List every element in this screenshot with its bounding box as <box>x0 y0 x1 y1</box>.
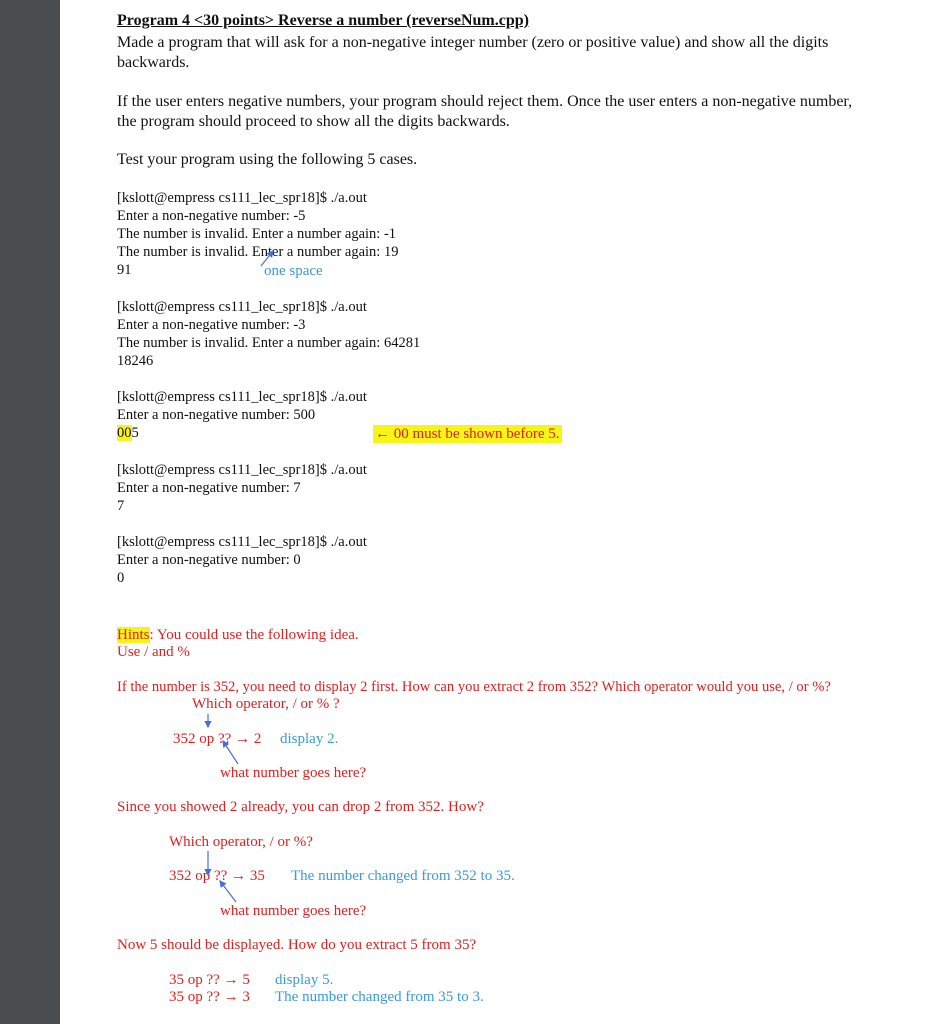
equation-1: 352 op ?? → 2 <box>173 731 262 747</box>
equation-3-note: display 5. <box>275 972 334 988</box>
now5-line: Now 5 should be displayed. How do you extract 5 from 35? <box>117 937 477 953</box>
case1-prompt: [kslott@empress cs111_lec_spr18]$ ./a.out <box>117 190 367 206</box>
case5-output: 0 <box>117 570 125 586</box>
question-1-sub: Which operator, / or % ? <box>192 696 340 712</box>
case2-line1: Enter a non-negative number: -3 <box>117 317 306 333</box>
equation-1-note: display 2. <box>280 731 339 747</box>
hints-line2: Use / and % <box>117 644 190 660</box>
case3-line1: Enter a non-negative number: 500 <box>117 407 316 423</box>
case2-line2: The number is invalid. Enter a number again: 64281 <box>117 335 421 351</box>
case3-output-rest: 5 <box>131 425 139 441</box>
highlighted-zeros: 00 <box>117 425 132 441</box>
what-number-1: what number goes here? <box>220 765 367 781</box>
case5-line1: Enter a non-negative number: 0 <box>117 552 301 568</box>
case1-output: 91 <box>117 262 132 278</box>
document-page <box>60 0 941 1024</box>
zeros-note: ← 00 must be shown before 5. <box>375 426 560 442</box>
case1-line1: Enter a non-negative number: -5 <box>117 208 306 224</box>
case4-line1: Enter a non-negative number: 7 <box>117 480 301 496</box>
test-intro: Test your program using the following 5 cases. <box>117 151 418 168</box>
case2-output: 18246 <box>117 353 154 369</box>
what-arrow-2 <box>220 881 236 902</box>
case4-prompt: [kslott@empress cs111_lec_spr18]$ ./a.out <box>117 462 367 478</box>
what-number-2: what number goes here? <box>220 903 367 919</box>
what-arrow-1 <box>223 741 238 764</box>
case3-prompt: [kslott@empress cs111_lec_spr18]$ ./a.out <box>117 389 367 405</box>
case1-line2: The number is invalid. Enter a number again: -1 <box>117 226 397 242</box>
since-line: Since you showed 2 already, you can drop 2 from 352. How? <box>117 799 484 815</box>
which-operator-2: Which operator, / or %? <box>169 834 313 850</box>
annotation-arrows <box>60 0 941 1024</box>
equation-4-note: The number changed from 35 to 3. <box>275 989 484 1005</box>
question-1: If the number is 352, you need to display 2 first. How can you extract 2 from 352? Which operator would you use, / or %? <box>117 679 831 695</box>
case4-output: 7 <box>117 498 125 514</box>
one-space-note: one space <box>264 263 323 279</box>
case5-prompt: [kslott@empress cs111_lec_spr18]$ ./a.out <box>117 534 367 550</box>
program-title: Program 4 <30 points> Reverse a number (reverseNum.cpp) <box>117 12 529 29</box>
case2-prompt: [kslott@empress cs111_lec_spr18]$ ./a.out <box>117 299 367 315</box>
intro-paragraph: Made a program that will ask for a non-negative integer number (zero or positive value) and show all the digits backwards. <box>117 34 829 71</box>
equation-4: 35 op ?? → 3 <box>169 989 250 1005</box>
equation-2: 352 op ?? → 35 <box>169 868 265 884</box>
case1-line3: The number is invalid. Enter a number again: 19 <box>117 244 399 260</box>
one-space-arrow <box>261 251 273 266</box>
reject-paragraph: If the user enters negative numbers, your program should reject them. Once the user enters a non-negative number, the program should proceed to show all the digits backwards. <box>117 93 853 130</box>
equation-2-note: The number changed from 352 to 35. <box>291 868 515 884</box>
hints-rest: : You could use the following idea. <box>149 627 359 643</box>
equation-3: 35 op ?? → 5 <box>169 972 250 988</box>
hints-label: Hints <box>117 627 150 643</box>
